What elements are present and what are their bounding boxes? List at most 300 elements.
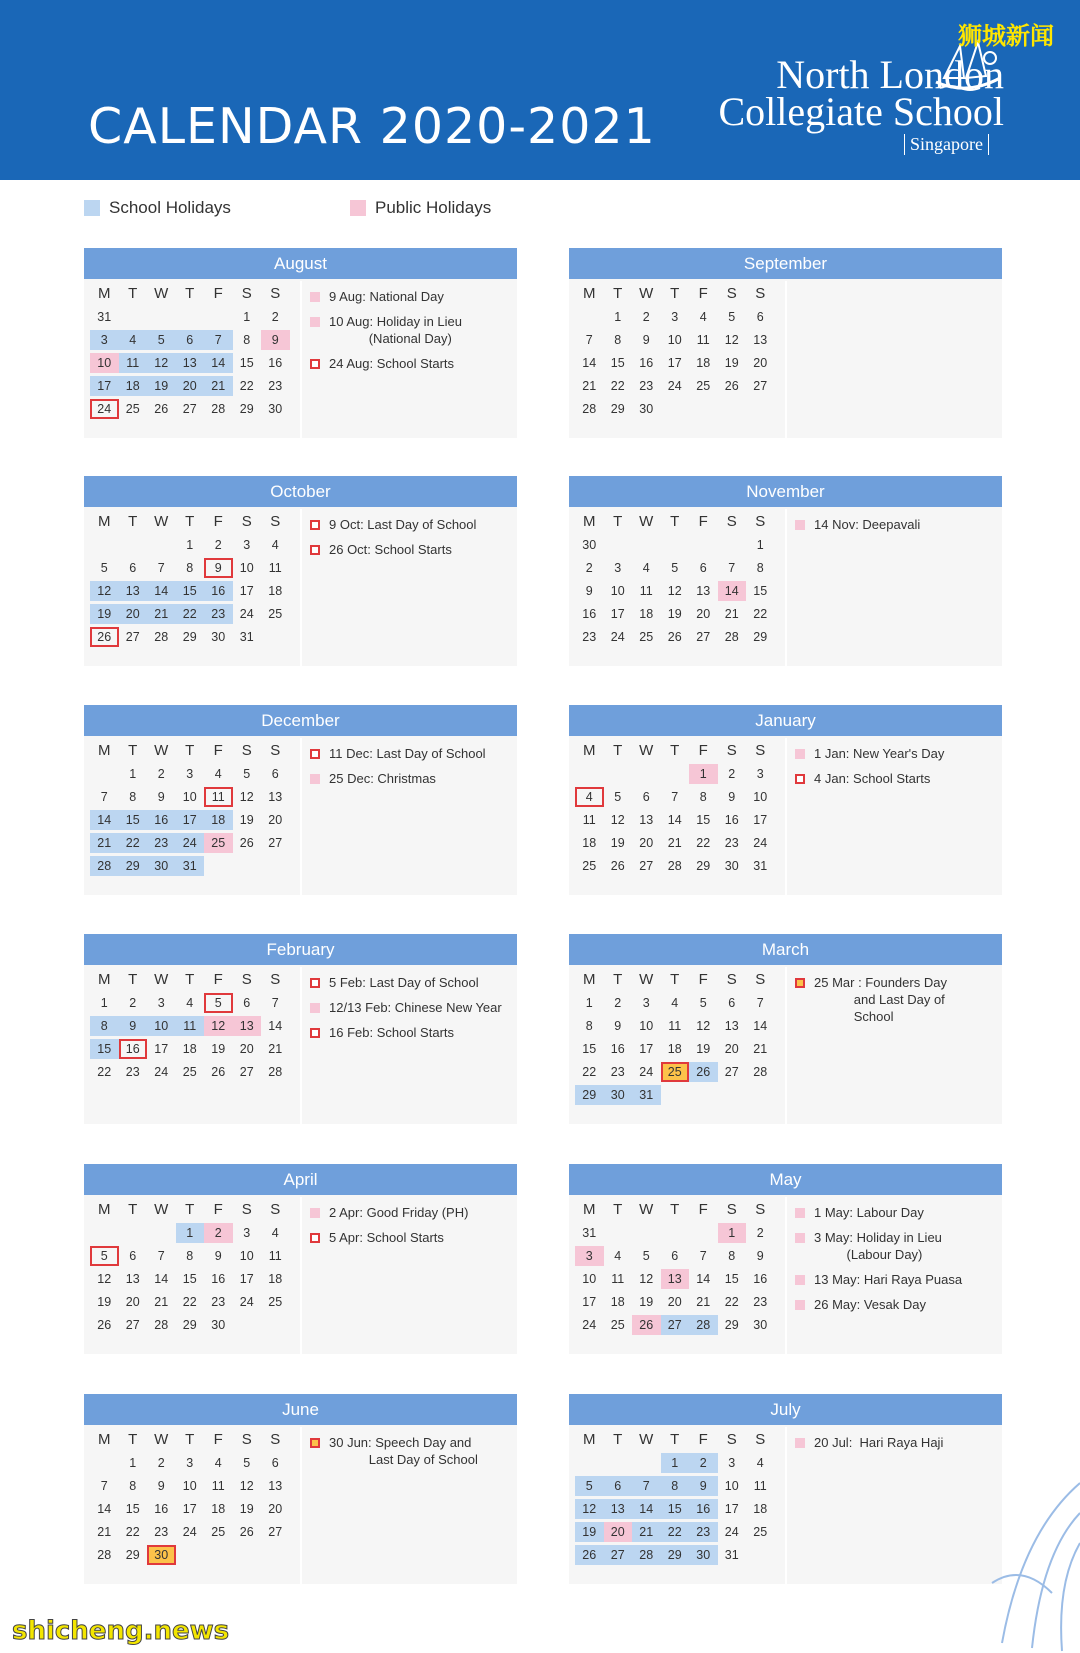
day-cell: 22 — [582, 1064, 597, 1079]
day-cell: 7 — [204, 330, 233, 350]
day-cell: 13 — [119, 581, 148, 601]
weekday-label: T — [128, 971, 138, 988]
weekday-label: T — [670, 1431, 680, 1448]
day-cell: 28 — [154, 1317, 169, 1332]
day-cell: 10 — [182, 1478, 197, 1493]
day-cell: 1 — [689, 764, 718, 784]
note-item — [310, 288, 515, 305]
day-cell: 22 — [182, 1294, 197, 1309]
day-cell: 29 — [610, 401, 625, 416]
day-cell: 19 — [239, 812, 254, 827]
day-cell: 24 — [610, 629, 625, 644]
day-cell: 25 — [582, 858, 597, 873]
day-cell: 25 — [125, 401, 140, 416]
weekday-label: M — [98, 971, 111, 988]
day-cell: 21 — [204, 376, 233, 396]
day-cell: 17 — [753, 812, 768, 827]
day-cell: 6 — [728, 995, 736, 1010]
week-row — [90, 625, 290, 648]
day-cell: 26 — [239, 835, 254, 850]
day-cell: 28 — [211, 401, 226, 416]
day-cell: 22 — [724, 1294, 739, 1309]
day-cell: 11 — [582, 812, 596, 827]
note-marker-icon — [310, 1438, 320, 1448]
day-cell: 18 — [696, 355, 711, 370]
day-cell: 12 — [97, 1271, 112, 1286]
day-cell: 29 — [724, 1317, 739, 1332]
day-cell: 21 — [753, 1041, 768, 1056]
note-text: 12/13 Feb: Chinese New Year — [329, 1000, 502, 1015]
month-grid — [575, 739, 775, 877]
day-cell: 14 — [204, 353, 233, 373]
day-cell: 9 — [157, 789, 165, 804]
day-cell: 2 — [689, 1453, 718, 1473]
day-cell: 6 — [642, 789, 650, 804]
day-cell: 18 — [182, 1041, 197, 1056]
day-cell: 16 — [582, 606, 597, 621]
weekday-label: S — [726, 285, 737, 302]
day-cell: 9 — [689, 1476, 718, 1496]
day-cell: 3 — [756, 766, 764, 781]
day-cell: 11 — [753, 1478, 767, 1493]
day-cell: 5 — [614, 789, 622, 804]
weekday-label: S — [726, 1201, 737, 1218]
day-cell: 9 — [214, 1248, 222, 1263]
month-september — [569, 248, 1002, 438]
weekday-label: M — [583, 1201, 596, 1218]
day-cell: 2 — [585, 560, 593, 575]
weekday-label: S — [755, 285, 766, 302]
week-row — [575, 625, 775, 648]
week-row — [90, 579, 290, 602]
day-cell — [575, 307, 604, 327]
day-cell: 13 — [268, 1478, 283, 1493]
weekday-label: T — [128, 742, 138, 759]
day-cell: 25 — [753, 1524, 768, 1539]
day-cell: 27 — [182, 401, 197, 416]
day-cell: 24 — [724, 1524, 739, 1539]
day-cell: 8 — [243, 332, 251, 347]
day-cell: 24 — [667, 378, 682, 393]
weekday-label: W — [639, 971, 654, 988]
day-cell: 5 — [243, 1455, 251, 1470]
note-marker-icon — [310, 978, 320, 988]
week-row — [90, 1014, 290, 1037]
day-cell: 2 — [157, 1455, 165, 1470]
day-cell: 10 — [667, 332, 682, 347]
day-cell: 7 — [157, 1248, 165, 1263]
day-cell: 31 — [97, 309, 112, 324]
day-cell: 15 — [90, 1039, 119, 1059]
week-row — [90, 602, 290, 625]
note-item — [310, 355, 515, 372]
note-marker-icon — [795, 520, 805, 530]
weekday-label: W — [154, 513, 169, 530]
divider — [300, 1197, 302, 1354]
day-cell: 26 — [667, 629, 682, 644]
day-cell: 25 — [182, 1064, 197, 1079]
month-june — [84, 1394, 517, 1584]
day-cell: 7 — [756, 995, 764, 1010]
day-cell: 30 — [147, 1545, 176, 1565]
day-cell: 26 — [154, 401, 169, 416]
day-cell — [689, 1085, 718, 1105]
month-grid — [90, 968, 290, 1083]
day-cell: 26 — [632, 1315, 661, 1335]
day-cell: 22 — [239, 378, 254, 393]
note-text: 9 Oct: Last Day of School — [329, 517, 477, 532]
day-cell: 15 — [119, 810, 148, 830]
day-cell: 18 — [667, 1041, 682, 1056]
weekday-label: T — [613, 1431, 623, 1448]
weekday-label: S — [270, 1431, 281, 1448]
weekday-label: M — [583, 285, 596, 302]
divider — [785, 1197, 787, 1354]
school-location: Singapore — [904, 134, 989, 155]
week-row — [575, 1244, 775, 1267]
day-cell: 11 — [268, 1248, 282, 1263]
week-row — [575, 328, 775, 351]
weekday-label: T — [185, 971, 195, 988]
day-cell: 27 — [125, 1317, 140, 1332]
week-row — [90, 397, 290, 420]
day-cell: 17 — [667, 355, 682, 370]
day-cell: 6 — [129, 560, 137, 575]
weekday-label: T — [128, 1201, 138, 1218]
day-cell: 23 — [689, 1522, 718, 1542]
day-cell: 20 — [604, 1522, 633, 1542]
weekday-label: W — [154, 1431, 169, 1448]
weekday-header — [90, 510, 290, 533]
day-cell — [604, 1453, 633, 1473]
day-cell: 29 — [119, 856, 148, 876]
weekday-header — [90, 282, 290, 305]
weekday-label: T — [670, 1201, 680, 1218]
weekday-label: S — [755, 971, 766, 988]
month-notes — [795, 745, 1000, 795]
day-cell: 4 — [614, 1248, 622, 1263]
note-marker-icon — [310, 774, 320, 784]
note-marker-icon — [310, 1028, 320, 1038]
day-cell: 4 — [699, 309, 707, 324]
day-cell: 24 — [154, 1064, 169, 1079]
day-cell — [746, 1545, 775, 1565]
day-cell: 25 — [610, 1317, 625, 1332]
day-cell: 7 — [157, 560, 165, 575]
day-cell — [632, 1453, 661, 1473]
day-cell: 25 — [211, 1524, 226, 1539]
day-cell: 16 — [204, 581, 233, 601]
weekday-label: T — [670, 742, 680, 759]
day-cell: 18 — [753, 1501, 768, 1516]
note-marker-icon — [310, 1208, 320, 1218]
week-row — [575, 351, 775, 374]
calendar-title: CALENDAR 2020-2021 — [88, 98, 656, 155]
day-cell: 26 — [689, 1062, 718, 1082]
day-cell: 20 — [639, 835, 654, 850]
day-cell: 15 — [724, 1271, 739, 1286]
day-cell: 12 — [610, 812, 625, 827]
note-item — [795, 516, 1000, 533]
day-cell: 28 — [724, 629, 739, 644]
day-cell: 17 — [582, 1294, 597, 1309]
weekday-label: F — [213, 971, 223, 988]
day-cell: 31 — [176, 856, 205, 876]
day-cell: 23 — [147, 833, 176, 853]
day-cell: 16 — [753, 1271, 768, 1286]
day-cell: 6 — [699, 560, 707, 575]
month-notes — [310, 516, 515, 566]
legend-school-holidays-label: School Holidays — [109, 198, 231, 217]
week-row — [90, 1543, 290, 1566]
weekday-label: F — [213, 742, 223, 759]
day-cell: 15 — [753, 583, 768, 598]
day-cell: 8 — [728, 1248, 736, 1263]
day-cell: 12 — [667, 583, 682, 598]
week-row — [90, 854, 290, 877]
month-grid — [90, 510, 290, 648]
day-cell: 14 — [97, 1501, 112, 1516]
week-row — [575, 762, 775, 785]
weekday-label: F — [698, 513, 708, 530]
day-cell: 1 — [614, 309, 622, 324]
day-cell — [90, 1453, 119, 1473]
day-cell: 1 — [186, 537, 194, 552]
day-cell: 21 — [154, 1294, 169, 1309]
day-cell: 22 — [176, 604, 205, 624]
day-cell: 12 — [696, 1018, 711, 1033]
day-cell: 9 — [756, 1248, 764, 1263]
weekday-label: S — [241, 285, 252, 302]
day-cell: 7 — [632, 1476, 661, 1496]
weekday-label: W — [639, 285, 654, 302]
note-text: 16 Feb: School Starts — [329, 1025, 455, 1040]
day-cell: 7 — [271, 995, 279, 1010]
day-cell: 21 — [724, 606, 739, 621]
day-cell: 28 — [154, 629, 169, 644]
weekday-label: M — [583, 742, 596, 759]
day-cell: 26 — [97, 1317, 112, 1332]
day-cell: 28 — [632, 1545, 661, 1565]
day-cell: 12 — [239, 789, 254, 804]
day-cell: 13 — [604, 1499, 633, 1519]
note-marker-icon — [310, 749, 320, 759]
week-row — [90, 305, 290, 328]
day-cell: 17 — [610, 606, 625, 621]
day-cell: 8 — [186, 560, 194, 575]
weekday-label: S — [241, 971, 252, 988]
day-cell: 23 — [204, 604, 233, 624]
weekday-label: S — [270, 971, 281, 988]
day-cell: 14 — [147, 581, 176, 601]
day-cell: 4 — [756, 1455, 764, 1470]
weekday-header — [575, 968, 775, 991]
note-text: 1 Jan: New Year's Day — [814, 746, 945, 761]
weekday-label: S — [755, 1201, 766, 1218]
day-cell: 6 — [243, 995, 251, 1010]
day-cell: 13 — [696, 583, 711, 598]
day-cell — [661, 399, 690, 419]
week-row — [90, 328, 290, 351]
weekday-label: S — [270, 285, 281, 302]
day-cell: 15 — [176, 581, 205, 601]
weekday-label: T — [128, 285, 138, 302]
day-cell: 3 — [186, 1455, 194, 1470]
week-row — [90, 1451, 290, 1474]
day-cell: 20 — [667, 1294, 682, 1309]
day-cell: 3 — [186, 766, 194, 781]
day-cell: 27 — [125, 629, 140, 644]
day-cell: 3 — [243, 1225, 251, 1240]
day-cell: 19 — [211, 1041, 226, 1056]
month-notes — [310, 288, 515, 380]
week-row — [575, 1060, 775, 1083]
day-cell: 22 — [696, 835, 711, 850]
day-cell: 16 — [211, 1271, 226, 1286]
month-title: August — [84, 248, 517, 279]
week-row — [90, 1474, 290, 1497]
day-cell: 27 — [724, 1064, 739, 1079]
day-cell: 22 — [661, 1522, 690, 1542]
day-cell: 28 — [268, 1064, 283, 1079]
week-row — [90, 1520, 290, 1543]
day-cell: 19 — [610, 835, 625, 850]
day-cell: 30 — [689, 1545, 718, 1565]
month-november — [569, 476, 1002, 666]
weekday-header — [575, 282, 775, 305]
weekday-label: M — [98, 1431, 111, 1448]
day-cell: 1 — [243, 309, 251, 324]
day-cell: 27 — [639, 858, 654, 873]
day-cell: 3 — [157, 995, 165, 1010]
day-cell: 19 — [97, 1294, 112, 1309]
day-cell — [261, 627, 290, 647]
day-cell: 14 — [268, 1018, 283, 1033]
weekday-label: F — [213, 285, 223, 302]
day-cell: 19 — [724, 355, 739, 370]
divider — [785, 281, 787, 438]
day-cell — [233, 856, 262, 876]
school-holiday-swatch — [84, 200, 100, 216]
week-row — [575, 1520, 775, 1543]
week-row — [575, 602, 775, 625]
day-cell: 14 — [632, 1499, 661, 1519]
note-text: 4 Jan: School Starts — [814, 771, 931, 786]
day-cell: 26 — [575, 1545, 604, 1565]
school-name: North London Collegiate School — [718, 52, 1004, 134]
week-row — [575, 374, 775, 397]
day-cell: 25 — [696, 378, 711, 393]
week-row — [90, 991, 290, 1014]
note-marker-icon — [310, 317, 320, 327]
legend-public-holidays-label: Public Holidays — [375, 198, 492, 217]
day-cell: 28 — [667, 858, 682, 873]
day-cell: 1 — [129, 1455, 137, 1470]
note-text: 1 May: Labour Day — [814, 1205, 924, 1220]
day-cell: 29 — [239, 401, 254, 416]
day-cell: 27 — [604, 1545, 633, 1565]
day-cell: 31 — [724, 1547, 739, 1562]
day-cell: 3 — [243, 537, 251, 552]
day-cell: 4 — [186, 995, 194, 1010]
weekday-label: S — [726, 742, 737, 759]
day-cell: 20 — [119, 604, 148, 624]
week-row — [575, 1014, 775, 1037]
weekday-label: T — [185, 513, 195, 530]
day-cell: 20 — [239, 1041, 254, 1056]
weekday-label: M — [583, 513, 596, 530]
day-cell: 23 — [154, 1524, 169, 1539]
day-cell: 27 — [696, 629, 711, 644]
note-text: 5 Feb: Last Day of School — [329, 975, 479, 990]
note-marker-icon — [795, 1438, 805, 1448]
day-cell: 24 — [90, 399, 119, 419]
day-cell: 20 — [753, 355, 768, 370]
weekday-label: T — [128, 1431, 138, 1448]
weekday-label: F — [698, 742, 708, 759]
note-marker-icon — [310, 1003, 320, 1013]
day-cell: 11 — [668, 1018, 682, 1033]
day-cell: 18 — [204, 810, 233, 830]
day-cell: 23 — [724, 835, 739, 850]
note-item — [795, 1434, 1000, 1451]
day-cell: 9 — [157, 1478, 165, 1493]
month-grid — [575, 1198, 775, 1336]
header-banner — [0, 0, 1080, 180]
weekday-header — [575, 510, 775, 533]
month-january — [569, 705, 1002, 895]
day-cell: 10 — [753, 789, 768, 804]
day-cell: 13 — [125, 1271, 140, 1286]
day-cell: 2 — [204, 1223, 233, 1243]
day-cell: 6 — [671, 1248, 679, 1263]
divider — [300, 967, 302, 1124]
month-notes — [795, 516, 1000, 541]
day-cell: 5 — [100, 560, 108, 575]
weekday-label: M — [98, 513, 111, 530]
day-cell: 13 — [233, 1016, 262, 1036]
weekday-label: S — [726, 971, 737, 988]
note-item — [310, 999, 515, 1016]
day-cell: 27 — [661, 1315, 690, 1335]
day-cell: 20 — [125, 1294, 140, 1309]
week-row — [575, 854, 775, 877]
weekday-label: W — [639, 1431, 654, 1448]
weekday-label: M — [98, 742, 111, 759]
day-cell: 1 — [585, 995, 593, 1010]
day-cell: 5 — [699, 995, 707, 1010]
day-cell: 7 — [728, 560, 736, 575]
day-cell — [233, 1545, 262, 1565]
day-cell: 15 — [661, 1499, 690, 1519]
day-cell: 10 — [639, 1018, 654, 1033]
note-item — [310, 516, 515, 533]
week-row — [575, 1543, 775, 1566]
weekday-label: W — [639, 1201, 654, 1218]
day-cell: 2 — [271, 309, 279, 324]
day-cell: 14 — [753, 1018, 768, 1033]
week-row — [90, 556, 290, 579]
day-cell: 9 — [119, 1016, 148, 1036]
day-cell: 19 — [147, 376, 176, 396]
day-cell — [119, 1223, 148, 1243]
day-cell: 25 — [268, 1294, 283, 1309]
day-cell: 8 — [661, 1476, 690, 1496]
day-cell: 27 — [753, 378, 768, 393]
watermark-top: 狮城新闻 — [958, 22, 1054, 50]
day-cell: 13 — [661, 1269, 690, 1289]
note-text: 26 Oct: School Starts — [329, 542, 452, 557]
